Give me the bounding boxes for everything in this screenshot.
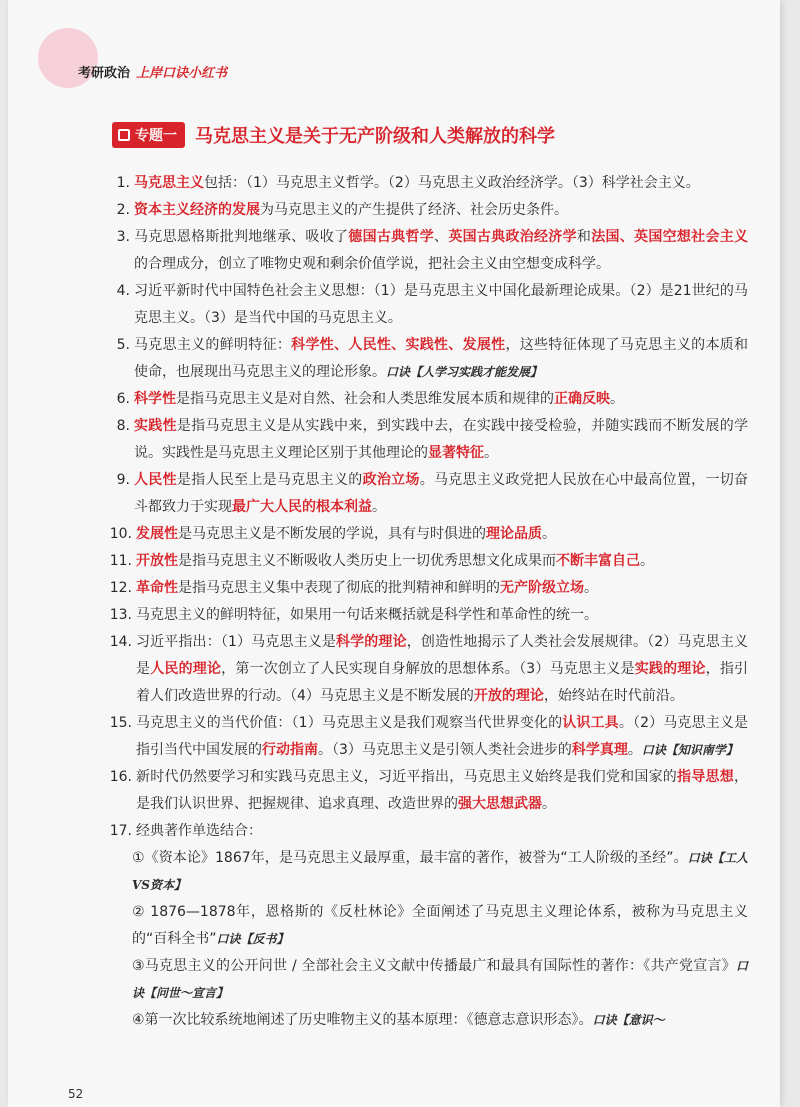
item-number: 12. — [109, 580, 132, 596]
highlight-text: 科学性、人民性、实践性、发展性 — [291, 337, 506, 353]
body-text: 。 — [484, 445, 498, 461]
item-number: 6. — [116, 391, 130, 407]
body-text: 。 — [542, 526, 556, 542]
sub-item-text — [132, 899, 748, 953]
topic-tag — [112, 122, 185, 148]
header-book-title: 上岸口诀小红书 — [136, 66, 228, 81]
highlight-text: 不断丰富自己 — [556, 553, 640, 569]
list-item — [108, 467, 748, 521]
body-text: 马克思恩格斯批判地继承、吸收了 — [134, 229, 349, 245]
sub-item-text — [132, 845, 748, 899]
body-text: 为马克思主义的产生提供了经济、社会历史条件。 — [260, 202, 568, 218]
mnemonic-text: 口诀【知识南学】 — [641, 743, 738, 757]
highlight-text: 显著特征 — [428, 445, 484, 461]
highlight-text: 政治立场 — [362, 472, 420, 488]
body-text: ，这些特征体现了马克思主义的本质和使命，也展现出马克思主义的理论形象。 — [134, 337, 749, 380]
body-text: ，第一次创立了人民实现自身解放的思想体系。（3）马克思主义是 — [221, 661, 635, 677]
highlight-text: 认识工具 — [562, 715, 619, 731]
list-item — [108, 629, 748, 710]
item-number: 13. — [109, 607, 132, 623]
highlight-text: 德国古典哲学 — [348, 229, 435, 245]
sub-item-text — [132, 1007, 748, 1034]
highlight-text: 正确反映 — [554, 391, 610, 407]
highlight-text: 实践的理论 — [634, 661, 706, 677]
highlight-text: 科学的理论 — [336, 634, 407, 650]
item-number: 4. — [116, 283, 130, 299]
item-text — [134, 197, 748, 224]
list-item — [108, 575, 748, 602]
highlight-text: 资本主义经济的发展 — [134, 202, 260, 218]
book-page — [8, 0, 780, 1107]
highlight-text: 科学真理 — [571, 742, 628, 758]
item-number: 11. — [109, 553, 132, 569]
list-item — [108, 818, 748, 845]
body-text: 。（2）马克思主义是指引当代中国发展的 — [136, 715, 748, 758]
list-item — [108, 170, 748, 197]
highlight-text: 指导思想 — [677, 769, 734, 785]
highlight-text: 英国古典政治经济学 — [448, 229, 577, 245]
sub-list-item — [108, 845, 748, 899]
highlight-text: 开放性 — [136, 553, 178, 569]
list-item — [108, 548, 748, 575]
body-text: 。 — [627, 742, 642, 758]
highlight-text: 理论品质 — [486, 526, 542, 542]
body-text: 马克思主义的当代价值：（1）马克思主义是我们观察当代世界变化的 — [136, 715, 563, 731]
item-number: 3. — [116, 229, 130, 245]
highlight-text: 实践性 — [134, 418, 177, 434]
topic-title: 马克思主义是关于无产阶级和人类解放的科学 — [195, 126, 555, 147]
mnemonic-text: 口诀【问世～宣言】 — [132, 959, 748, 1000]
body-text: 。 — [372, 499, 386, 515]
item-text — [134, 170, 748, 197]
item-number: 5. — [116, 337, 130, 353]
mnemonic-text: 口诀【人学习实践才能发展】 — [386, 365, 543, 379]
item-text — [136, 575, 748, 602]
topic-heading — [112, 122, 555, 148]
list-item — [108, 413, 748, 467]
item-number: 14. — [109, 634, 132, 650]
body-text: 是指马克思主义不断吸收人类历史上一切优秀思想文化成果而 — [178, 553, 556, 569]
bookmark-icon — [118, 129, 130, 141]
item-text — [134, 413, 748, 467]
content-body — [108, 170, 748, 1034]
item-number: 17. — [109, 823, 132, 839]
list-item — [108, 602, 748, 629]
highlight-text: 发展性 — [136, 526, 178, 542]
item-text — [136, 710, 748, 764]
highlight-text: 科学性 — [134, 391, 176, 407]
highlight-text: 强大思想武器 — [458, 796, 542, 812]
topic-tag-label: 专题一 — [135, 128, 177, 144]
body-text: 。 — [542, 796, 556, 812]
body-text: 、 — [434, 229, 449, 245]
body-text: ，始终站在时代前沿。 — [543, 688, 684, 704]
list-item — [108, 386, 748, 413]
item-text — [134, 332, 748, 386]
item-text — [134, 386, 748, 413]
highlight-text: 行动指南 — [262, 742, 318, 758]
sub-list-item — [108, 953, 748, 1007]
highlight-text: 无产阶级立场 — [500, 580, 584, 596]
page-header — [78, 62, 227, 81]
body-text: 马克思主义的鲜明特征： — [134, 337, 292, 353]
highlight-text: 人民性 — [134, 472, 177, 488]
highlight-text: 革命性 — [136, 580, 178, 596]
item-number: 8. — [116, 418, 130, 434]
body-text: ④第一次比较系统地阐述了历史唯物主义的基本原理：《德意志意识形态》。 — [132, 1012, 593, 1028]
item-number: 16. — [109, 769, 132, 785]
sub-list-item — [108, 899, 748, 953]
body-text: ①《资本论》1867年，是马克思主义最厚重，最丰富的著作，被誉为“工人阶级的圣经”。 — [132, 850, 688, 866]
item-number: 1. — [116, 175, 130, 191]
mnemonic-text: 口诀【反书】 — [216, 932, 289, 946]
highlight-text: 开放的理论 — [473, 688, 544, 704]
item-text — [136, 602, 748, 629]
body-text: 新时代仍然要学习和实践马克思主义，习近平指出，马克思主义始终是我们党和国家的 — [136, 769, 678, 785]
body-text: 。 — [640, 553, 654, 569]
body-text: 是指马克思主义集中表现了彻底的批判精神和鲜明的 — [178, 580, 500, 596]
body-text: 习近平新时代中国特色社会主义思想：（1）是马克思主义中国化最新理论成果。（2）是21世纪的马克思主义。（3）是当代中国的马克思主义。 — [134, 283, 748, 326]
body-text: 是指人民至上是马克思主义的 — [176, 472, 363, 488]
body-text: 习近平指出：（1）马克思主义是 — [136, 634, 337, 650]
highlight-text: 法国、英国空想社会主义 — [591, 229, 749, 245]
item-text — [136, 764, 748, 818]
mnemonic-text: 口诀【工人VS资本】 — [132, 851, 748, 892]
sub-item-text — [132, 953, 748, 1007]
highlight-text: 人民的理论 — [150, 661, 222, 677]
body-text: ，创造性地揭示了人类社会发展规律。（2）马克思主义是 — [136, 634, 748, 677]
header-subject: 考研政治 — [78, 66, 131, 81]
page-number: 52 — [68, 1087, 84, 1101]
body-text: 。马克思主义政党把人民放在心中最高位置，一切奋斗都致力于实现 — [134, 472, 749, 515]
body-text: 。 — [584, 580, 598, 596]
item-text — [134, 278, 748, 332]
item-number: 2. — [116, 202, 130, 218]
highlight-text: 马克思主义 — [134, 175, 204, 191]
item-text — [134, 467, 748, 521]
body-text: ，指引着人们改造世界的行动。（4）马克思主义是不断发展的 — [136, 661, 749, 704]
body-text: ，是我们认识世界、把握规律、追求真理、改造世界的 — [136, 769, 748, 812]
body-text: ② 1876—1878年，恩格斯的《反杜林论》全面阐述了马克思主义理论体系，被称为马克思主义的“百科全书” — [132, 904, 748, 947]
sub-list-item — [108, 1007, 748, 1034]
item-text — [136, 818, 748, 845]
item-number: 15. — [109, 715, 132, 731]
item-number: 9. — [116, 472, 130, 488]
item-text — [136, 629, 748, 710]
body-text: 是马克思主义是不断发展的学说，具有与时俱进的 — [178, 526, 486, 542]
item-text — [136, 548, 748, 575]
body-text: ③马克思主义的公开问世 / 全部社会主义文献中传播最广和最具有国际性的著作：《共产党宣言》 — [132, 958, 736, 974]
body-text: 马克思主义的鲜明特征，如果用一句话来概括就是科学性和革命性的统一。 — [136, 607, 598, 623]
body-text: 是指马克思主义是对自然、社会和人类思维发展本质和规律的 — [176, 391, 554, 407]
body-text: 的合理成分，创立了唯物史观和剩余价值学说，把社会主义由空想变成科学。 — [134, 256, 610, 272]
list-item — [108, 332, 748, 386]
item-number: 10. — [109, 526, 132, 542]
list-item — [108, 764, 748, 818]
list-item — [108, 224, 748, 278]
list-item — [108, 710, 748, 764]
mnemonic-text: 口诀【意识～ — [592, 1013, 665, 1027]
body-text: 。（3）马克思主义是引领人类社会进步的 — [318, 742, 572, 758]
body-text: 和 — [576, 229, 592, 245]
body-text: 包括：（1）马克思主义哲学。（2）马克思主义政治经济学。（3）科学社会主义。 — [204, 175, 700, 191]
highlight-text: 最广大人民的根本利益 — [232, 499, 372, 515]
item-text — [136, 521, 748, 548]
list-item — [108, 197, 748, 224]
item-text — [134, 224, 748, 278]
list-item — [108, 521, 748, 548]
body-text: 经典著作单选结合： — [136, 823, 262, 839]
body-text: 。 — [610, 391, 624, 407]
body-text: 是指马克思主义是从实践中来，到实践中去，在实践中接受检验，并随实践而不断发展的学说。实践性是马克思主义理论区别于其他理论的 — [134, 418, 748, 461]
list-item — [108, 278, 748, 332]
